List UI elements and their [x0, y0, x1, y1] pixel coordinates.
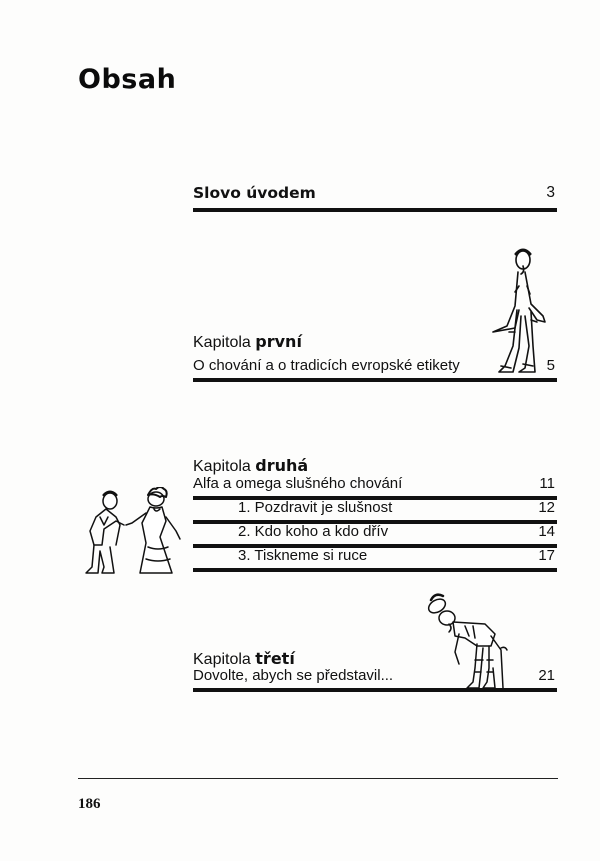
chapter-heading-3 — [193, 649, 295, 669]
divider — [193, 378, 557, 382]
toc-entry[interactable] — [193, 499, 557, 522]
gentleman-bowing-illustration — [485, 246, 557, 378]
page-number: 186 — [78, 796, 101, 812]
chapter-heading-1 — [193, 332, 302, 352]
toc-entry-label: 3. Tiskneme si ruce — [238, 547, 368, 564]
toc-entry-label: Alfa a omega slušného chování — [193, 475, 403, 492]
toc-entry-page: 12 — [538, 499, 555, 516]
toc-entry-page: 11 — [539, 475, 555, 492]
toc-entry-page: 3 — [546, 184, 555, 201]
divider — [193, 568, 557, 572]
toc-entry[interactable] — [193, 523, 557, 546]
chapter-ordinal: druhá — [255, 456, 309, 475]
page-title: Obsah — [78, 64, 177, 95]
toc-entry-label: O chování a o tradicích evropské etikety — [193, 357, 460, 374]
toc-entry-page: 21 — [538, 667, 555, 684]
toc-entry-page: 14 — [538, 523, 555, 540]
chapter-heading-2 — [193, 456, 308, 476]
chapter-prefix: Kapitola — [193, 651, 251, 668]
chapter-prefix: Kapitola — [193, 334, 251, 351]
couple-greeting-illustration — [80, 487, 186, 577]
toc-entry[interactable] — [193, 475, 557, 498]
toc-entry-intro[interactable] — [193, 180, 557, 208]
divider — [193, 208, 557, 212]
chapter-ordinal: třetí — [255, 649, 295, 668]
toc-entry-label: Dovolte, abych se představil... — [193, 667, 394, 684]
toc-entry-page: 5 — [546, 357, 555, 374]
toc-entry[interactable] — [193, 547, 557, 570]
footer-rule — [78, 778, 558, 779]
toc-entry-page: 17 — [538, 547, 555, 564]
toc-entry-label: 2. Kdo koho a kdo dřív — [238, 523, 389, 540]
toc-entry-label: 1. Pozdravit je slušnost — [238, 499, 393, 516]
toc-entry-label: Slovo úvodem — [193, 184, 316, 202]
chapter-prefix: Kapitola — [193, 458, 251, 475]
old-man-with-cane-illustration — [425, 590, 511, 692]
chapter-ordinal: první — [255, 332, 302, 351]
